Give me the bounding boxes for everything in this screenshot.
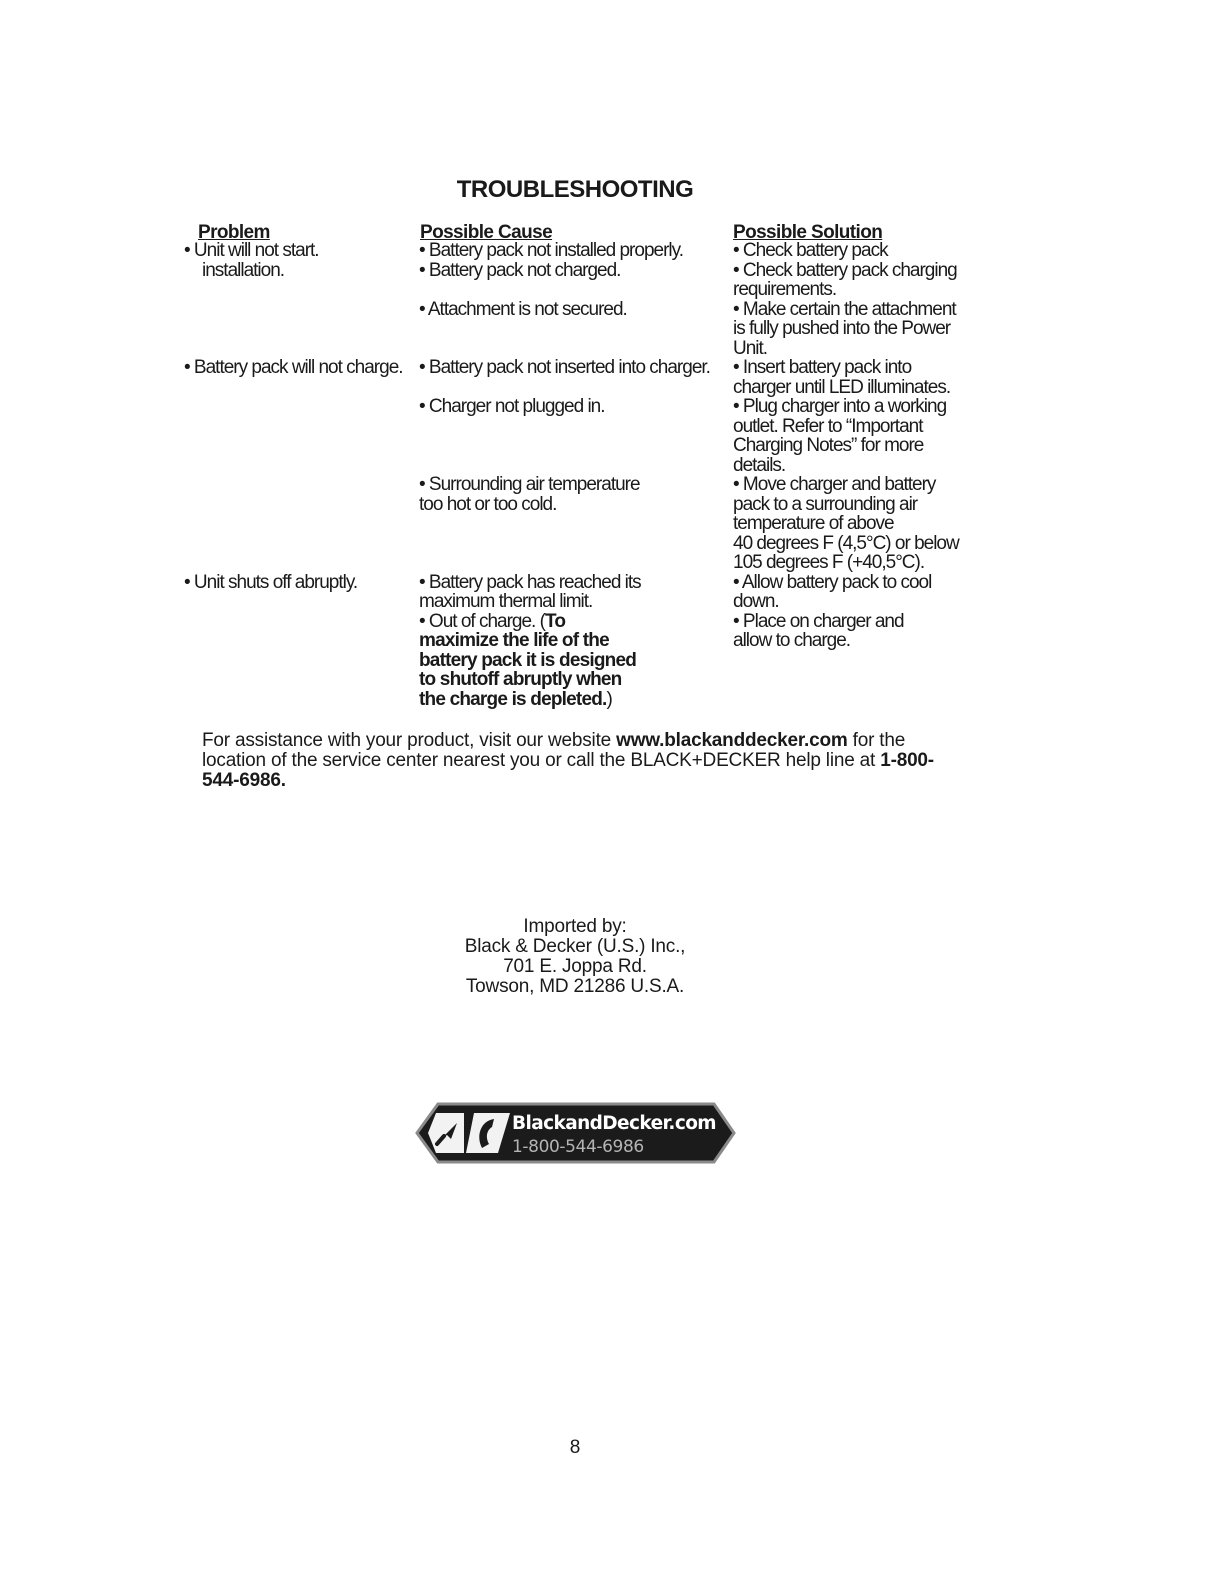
help-line-phone: 1-800-544-6986. xyxy=(202,750,934,791)
badge-phone-text: 1-800-544-6986 xyxy=(512,1137,644,1157)
solution-text: down. xyxy=(733,591,779,612)
importer-address xyxy=(0,917,1150,997)
cause-text xyxy=(419,690,612,710)
solution-text: Charging Notes” for more xyxy=(733,435,924,456)
cause-text xyxy=(419,631,609,651)
cause-text-bold: battery pack it is designed xyxy=(419,649,637,671)
cause-text xyxy=(419,495,556,515)
cause-text-after: ) xyxy=(606,688,612,710)
problem-text: • Unit will not start. xyxy=(184,240,319,261)
cause-text-regular: • Surrounding air temperature xyxy=(419,474,640,495)
solution-text: details. xyxy=(733,454,786,476)
solution-text: • Check battery pack charging xyxy=(733,259,957,281)
cause-text-regular: • Battery pack not charged. xyxy=(419,259,621,281)
solution-text: charger until LED illuminates. xyxy=(733,376,951,398)
importer-line-2: Black & Decker (U.S.) Inc., xyxy=(464,936,686,957)
cause-text-bold: To xyxy=(544,610,566,632)
importer-line-3: 701 E. Joppa Rd. xyxy=(503,956,647,977)
solution-text: • Insert battery pack into xyxy=(733,357,912,378)
solution-text: • Check battery pack xyxy=(733,240,888,261)
solution-text: temperature of above xyxy=(733,513,894,534)
cause-text-regular: • Battery pack not inserted into charger. xyxy=(419,357,710,378)
contact-badge xyxy=(414,1102,736,1164)
cause-text xyxy=(419,261,620,281)
cause-text-regular: maximum thermal limit. xyxy=(419,591,593,612)
problem-text: • Unit shuts off abruptly. xyxy=(184,571,358,593)
cause-text-regular: • Out of charge. ( xyxy=(419,610,545,632)
solution-text: pack to a surrounding air xyxy=(733,493,918,515)
cause-text-bold: the charge is depleted. xyxy=(419,688,607,710)
assistance-text-before: For assistance with your product, visit our website xyxy=(202,730,617,751)
cause-text xyxy=(419,358,710,378)
cause-text-regular: too hot or too cold. xyxy=(419,493,557,515)
cause-text xyxy=(419,241,683,261)
solution-text: is fully pushed into the Power xyxy=(733,318,951,339)
cause-text xyxy=(419,475,640,495)
cause-text-regular: • Battery pack has reached its xyxy=(419,571,641,593)
cause-text xyxy=(419,300,627,320)
cause-text-regular: • Charger not plugged in. xyxy=(419,396,605,417)
header-possible-cause: Possible Cause xyxy=(420,222,553,243)
problem-text: • Battery pack will not charge. xyxy=(184,357,403,378)
solution-text: • Place on charger and xyxy=(733,610,904,632)
cause-text-bold: to shutoff abruptly when xyxy=(419,669,622,690)
cause-text-regular: • Battery pack not installed properly. xyxy=(419,240,684,261)
cause-text xyxy=(419,592,592,612)
cause-text xyxy=(419,651,636,671)
solution-text: • Move charger and battery xyxy=(733,474,936,495)
importer-line-4: Towson, MD 21286 U.S.A. xyxy=(465,976,685,997)
cause-text xyxy=(419,612,565,632)
header-problem: Problem xyxy=(198,222,270,243)
cause-text-regular: • Attachment is not secured. xyxy=(419,298,627,320)
solution-text: outlet. Refer to “Important xyxy=(733,415,923,437)
cause-text xyxy=(419,397,605,417)
page-number: 8 xyxy=(569,1437,581,1458)
cause-text xyxy=(419,573,641,593)
importer-line-1: Imported by: xyxy=(523,916,627,937)
solution-text: • Allow battery pack to cool xyxy=(733,571,932,593)
solution-text: • Make certain the attachment xyxy=(733,298,956,320)
assistance-text-after: for the location of the service center nearest you or call the BLACK+DECKER help line at xyxy=(202,730,906,771)
solution-text: allow to charge. xyxy=(733,630,851,651)
badge-website-text: BlackandDecker.com xyxy=(512,1113,716,1134)
page-title: TROUBLESHOOTING xyxy=(456,176,694,203)
solution-text: • Plug charger into a working xyxy=(733,396,947,417)
cause-text-bold: maximize the life of the xyxy=(419,630,609,651)
solution-text: Unit. xyxy=(733,337,768,359)
cause-text xyxy=(419,670,621,690)
problem-text: installation. xyxy=(202,259,285,281)
solution-text: 105 degrees F (+40,5°C). xyxy=(733,552,925,573)
solution-text: 40 degrees F (4,5°C) or below xyxy=(733,532,959,554)
website-link[interactable]: www.blackanddecker.com xyxy=(616,730,848,751)
solution-text: requirements. xyxy=(733,279,837,300)
assistance-paragraph xyxy=(202,731,962,791)
header-possible-solution: Possible Solution xyxy=(733,222,883,243)
